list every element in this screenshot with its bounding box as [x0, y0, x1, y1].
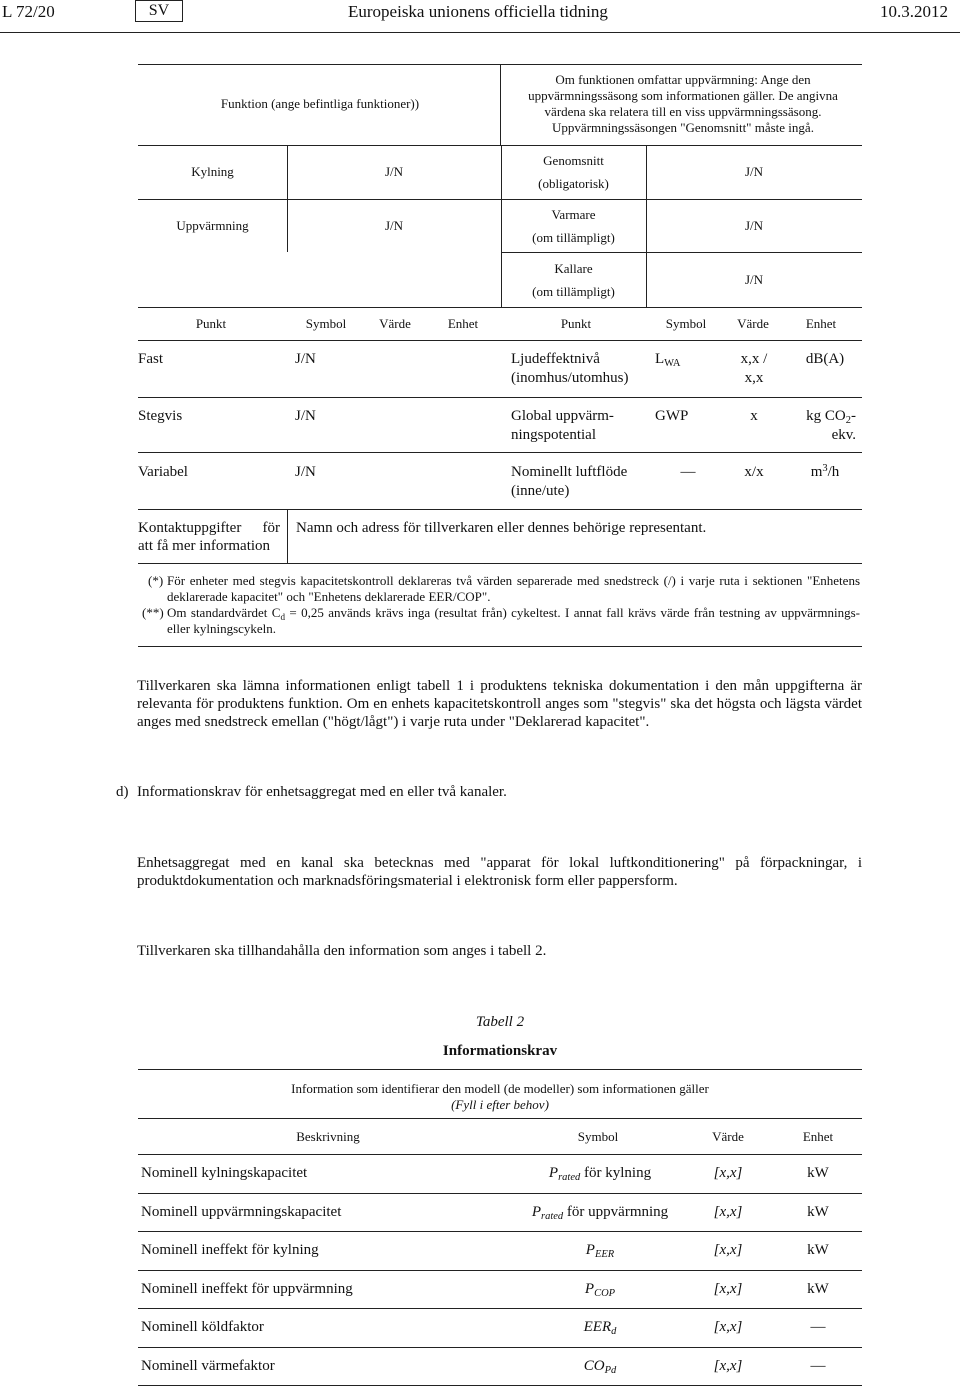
footnote-mark: (**) [142, 605, 164, 620]
contact-value: Namn och adress för tillverkaren eller dennes behörige representant. [296, 520, 707, 536]
unit-sub: 2 [845, 415, 851, 426]
row-symbol [500, 1357, 700, 1375]
row-rule [138, 1193, 862, 1194]
season-qualifier: (om tillämpligt) [532, 284, 615, 299]
model-line: Information som identifierar den modell (de modeller) som informationen gäller [291, 1081, 709, 1096]
season-qualifier: (obligatorisk) [538, 176, 609, 191]
body-paragraph: Tillverkaren ska lämna informationen enligt tabell 1 i produktens tekniska dokumentation i den mån uppgifterna är relevanta för produktens funktion. Om en enhets kapacitetskontroll anges som "stegvis" ska det högsta och lägsta värdet anges med snedstreck emellan ("högt/lågt") i varje ruta under "Deklarerad kapacitet". [137, 678, 862, 730]
season-yn: J/N [744, 218, 764, 233]
header-rule [0, 32, 960, 33]
symbol-sub [605, 1365, 617, 1376]
symbol-sub [541, 1211, 563, 1222]
row-unit: kW [807, 1165, 829, 1181]
unit-after: /h [827, 464, 840, 480]
symbol-sub-text: EER [594, 1249, 615, 1260]
function-label: Funktion (ange befintliga funktioner)) [220, 96, 420, 111]
row-unit: kW [807, 1242, 829, 1258]
row-unit: kW [807, 1280, 829, 1297]
row-description: Nominell uppvärmningskapacitet [141, 1203, 342, 1220]
function-cooling-yn: J/N [384, 164, 404, 179]
unit-sup: 3 [822, 463, 828, 474]
row-symbol [500, 1241, 700, 1259]
row-value: x/x [744, 464, 764, 480]
row-unit [790, 463, 860, 481]
row-description: Nominell ineffekt för uppvärmning [141, 1280, 353, 1297]
row-description: Nominell värmefaktor [141, 1357, 275, 1374]
page-number: L 72/20 [2, 2, 55, 21]
season-note: Om funktionen omfattar uppvärmning: Ange den uppvärmningssäsong som informationen gäller. De angivna värdena ska relatera till en viss uppvärmningssäsong. Uppvärmningssäsongen "Genomsnitt" måste ingå. [528, 72, 838, 135]
model-note-text: (Fyll i efter behov) [451, 1097, 549, 1112]
row-value [688, 1203, 768, 1221]
col-header: Enhet [802, 1129, 834, 1144]
row-unit [780, 407, 856, 425]
col-header: Symbol [305, 316, 347, 331]
row-unit: dB(A) [805, 351, 845, 367]
col-header: Symbol [665, 316, 707, 331]
row-rule [138, 1347, 862, 1348]
season-qualifier: (om tillämpligt) [532, 230, 615, 245]
row-symbol: — [680, 464, 696, 480]
row-value [688, 1241, 768, 1259]
symbol-sub-text: d [611, 1326, 617, 1337]
season-name: Varmare [551, 207, 596, 222]
row-item-qualifier: (inomhus/utomhus) [511, 370, 629, 386]
unit-base: m [810, 464, 823, 480]
symbol-base: P [585, 1242, 595, 1258]
footnote-text-a: Om standardvärdet C [167, 605, 281, 620]
language-badge: SV [135, 0, 183, 22]
row-item: Ljudeffektnivå [511, 351, 600, 367]
footnote-text: För enheter med stegvis kapacitetskontroll deklareras två värden separerade med snedstreck (/) i varje ruta i sektionen "Enhetens deklarerade kapacitet" och "Enhetens deklarerade EER/COP". [167, 573, 860, 604]
row-yn: J/N [295, 408, 316, 424]
col-header: Värde [379, 316, 411, 331]
footnote-mark: (*) [148, 573, 164, 588]
symbol-base: P [584, 1280, 595, 1297]
row-value [688, 1164, 768, 1182]
list-item-text: Informationskrav för enhetsaggregat med en eller två kanaler. [137, 784, 507, 800]
season-name: Genomsnitt [543, 153, 604, 168]
function-cooling: Kylning [191, 164, 234, 179]
col-header: Värde [712, 1129, 744, 1144]
row-value-text: [x,x] [713, 1165, 743, 1181]
model-note [138, 1097, 862, 1113]
body-paragraph: Enhetsaggregat med en kanal ska betecknas med "apparat för lokal luftkonditionering" på förpackningar, i produktdokumentation och marknadsföringsmaterial i elektronisk form eller pappersform. [137, 855, 862, 889]
unit-base: kg CO [806, 408, 846, 424]
row-item-qualifier: (inne/ute) [511, 483, 570, 499]
symbol-base: L [655, 351, 665, 367]
row-symbol [655, 350, 681, 368]
row-value-text: [x,x] [713, 1319, 743, 1335]
row-description: Nominell ineffekt för kylning [141, 1242, 319, 1258]
col-header: Värde [737, 316, 769, 331]
row-value-text: [x,x] [713, 1357, 743, 1374]
table-caption-text: Tabell 2 [475, 1014, 525, 1030]
symbol-sub [594, 1288, 615, 1299]
symbol-base: EER [583, 1319, 612, 1335]
row-item-qualifier: ningspotential [511, 427, 596, 443]
col-header: Beskrivning [296, 1129, 360, 1144]
symbol-sub-text: rated [558, 1172, 581, 1183]
row-value [688, 1318, 768, 1336]
symbol-base: CO [583, 1357, 605, 1374]
row-value-2: x,x [744, 370, 764, 386]
row-unit: kW [807, 1203, 829, 1220]
function-heating-yn: J/N [384, 218, 404, 233]
row-rule [138, 1308, 862, 1309]
symbol-sub-text: rated [541, 1210, 564, 1222]
footnote-text [167, 605, 860, 637]
symbol-sub [611, 1326, 616, 1337]
table-title: Informationskrav [442, 1043, 558, 1059]
row-value [688, 1357, 768, 1375]
issue-date: 10.3.2012 [880, 2, 948, 21]
symbol-sub-text: COP [594, 1287, 616, 1299]
row-value: x,x / [740, 351, 768, 367]
row-symbol: GWP [655, 408, 689, 424]
col-header: Punkt [560, 316, 592, 331]
row-value: x [750, 408, 758, 424]
season-yn: J/N [744, 272, 764, 287]
season-name: Kallare [554, 261, 593, 276]
row-unit: — [810, 1319, 826, 1335]
col-header: Symbol [577, 1129, 619, 1144]
unit-hyphen: - [851, 408, 856, 424]
row-symbol [500, 1203, 700, 1221]
col-header: Enhet [805, 316, 837, 331]
row-symbol [500, 1318, 700, 1336]
row-yn: J/N [295, 351, 316, 367]
season-yn: J/N [744, 164, 764, 179]
contact-label-line2: att få mer information [138, 538, 271, 554]
contact-label-line1: Kontaktuppgifter för [138, 520, 280, 536]
symbol-sub-text: Pd [604, 1364, 617, 1376]
footnote-sub: d [280, 612, 286, 622]
row-item: Global uppvärm- [511, 408, 614, 424]
row-rule [138, 1270, 862, 1271]
row-rule [138, 1231, 862, 1232]
footnote-text-b: = 0,25 används krävs inga (resultat från) cykeltest. I annat fall krävs värde från testning av uppvärmnings- eller kylningscykeln. [167, 605, 860, 636]
col-header: Enhet [447, 316, 479, 331]
row-point: Stegvis [138, 408, 183, 424]
list-item-label: d) [116, 784, 129, 800]
symbol-sub: WA [664, 358, 681, 369]
symbol-base: P [548, 1165, 559, 1181]
row-symbol [500, 1280, 700, 1298]
row-point: Fast [138, 351, 164, 367]
row-item: Nominellt luftflöde [511, 464, 628, 480]
symbol-base: P [531, 1203, 541, 1220]
symbol-suffix: för uppvärmning [563, 1203, 669, 1220]
symbol-sub [595, 1249, 614, 1260]
table-caption [138, 1013, 862, 1031]
col-header: Punkt [195, 316, 227, 331]
row-value-text: [x,x] [713, 1203, 743, 1220]
row-point: Variabel [138, 464, 188, 480]
contact-label [138, 519, 280, 555]
row-unit-2: ekv. [831, 427, 856, 443]
body-paragraph: Tillverkaren ska tillhandahålla den information som anges i tabell 2. [137, 943, 547, 959]
row-description: Nominell köldfaktor [141, 1319, 264, 1335]
function-heating: Uppvärmning [176, 218, 249, 233]
row-symbol [500, 1164, 700, 1182]
symbol-suffix: för kylning [580, 1165, 652, 1181]
row-unit: — [810, 1357, 826, 1374]
row-description: Nominell kylningskapacitet [141, 1165, 308, 1181]
journal-title: Europeiska unionens officiella tidning [348, 2, 608, 21]
row-yn: J/N [295, 464, 316, 480]
row-value-text: [x,x] [713, 1242, 743, 1258]
symbol-sub [558, 1172, 580, 1183]
row-value [688, 1280, 768, 1298]
row-value-text: [x,x] [713, 1280, 743, 1297]
